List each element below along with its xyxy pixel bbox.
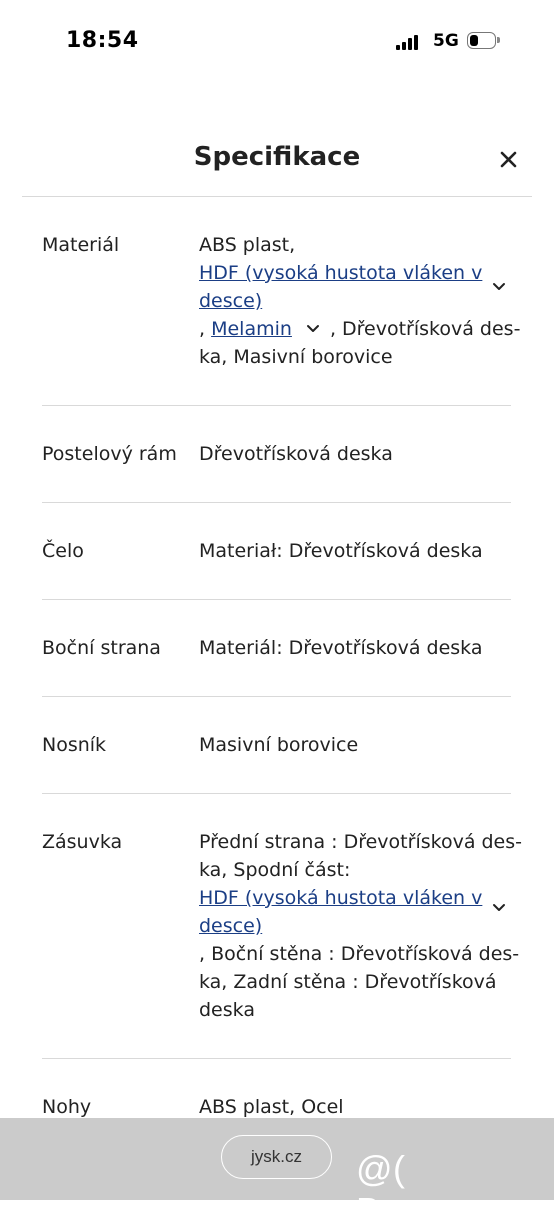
spec-text: ka, Zadní stěna : Dřevotřísková xyxy=(199,971,497,993)
spec-row-material xyxy=(42,197,521,406)
spec-label: Materiál xyxy=(42,234,120,256)
spec-value: Materiál: Dřevotřísková deska xyxy=(199,637,483,659)
spec-list xyxy=(0,197,554,1159)
spec-text: Přední strana : Dřevotřísková des- xyxy=(199,831,522,853)
url-bar[interactable]: jysk.cz xyxy=(221,1135,332,1179)
spec-text: deska xyxy=(199,999,255,1021)
spec-row-headboard xyxy=(42,503,511,600)
spec-row-bed-frame xyxy=(42,406,511,503)
status-time: 18:54 xyxy=(66,28,139,53)
spec-label: Boční strana xyxy=(42,637,161,659)
close-button[interactable] xyxy=(494,144,524,174)
network-type: 5G xyxy=(433,31,459,51)
watermark: @( Bazos.cz xyxy=(356,1148,507,1231)
spec-value xyxy=(199,231,521,371)
chevron-down-icon[interactable] xyxy=(492,282,506,292)
hdf-link[interactable]: HDF (vysoká hustota vláken v xyxy=(199,262,483,284)
spec-text: ka, Masivní borovice xyxy=(199,346,393,368)
spec-value xyxy=(199,828,522,1024)
hdf-link-cont[interactable]: desce) xyxy=(199,290,263,312)
spec-label: Nohy xyxy=(42,1096,92,1118)
spec-label: Postelový rám xyxy=(42,443,177,465)
spec-value: Masivní borovice xyxy=(199,734,359,756)
spec-text: ka, Spodní část: xyxy=(199,859,351,881)
spec-row-beam xyxy=(42,697,511,794)
spec-label: Nosník xyxy=(42,734,107,756)
spec-label: Čelo xyxy=(42,540,84,562)
hdf-link[interactable]: HDF (vysoká hustota vláken v xyxy=(199,887,483,909)
chevron-down-icon[interactable] xyxy=(492,903,506,913)
melamin-link[interactable]: Melamin xyxy=(211,318,292,340)
spec-value: Dřevotřísková deska xyxy=(199,443,393,465)
spec-value: ABS plast, Ocel xyxy=(199,1096,344,1118)
spec-row-side xyxy=(42,600,511,697)
cellular-signal-icon xyxy=(396,34,422,50)
browser-bottom-bar xyxy=(0,1118,554,1231)
battery-icon xyxy=(467,32,500,49)
spec-row-drawer xyxy=(42,794,522,1059)
spec-text: ABS plast, xyxy=(199,234,296,256)
spec-text: , Dřevotřísková des- xyxy=(329,318,521,340)
spec-text: , xyxy=(199,318,212,340)
chevron-down-icon[interactable] xyxy=(306,324,320,334)
close-icon xyxy=(494,144,524,174)
sheet-header xyxy=(0,130,554,196)
spec-text: , Boční stěna : Dřevotřísková des- xyxy=(199,943,520,965)
page-title: Specifikace xyxy=(193,142,361,172)
spec-value: Materiał: Dřevotřísková deska xyxy=(199,540,483,562)
spec-label: Zásuvka xyxy=(42,831,123,853)
status-bar xyxy=(0,0,554,84)
hdf-link-cont[interactable]: desce) xyxy=(199,915,263,937)
